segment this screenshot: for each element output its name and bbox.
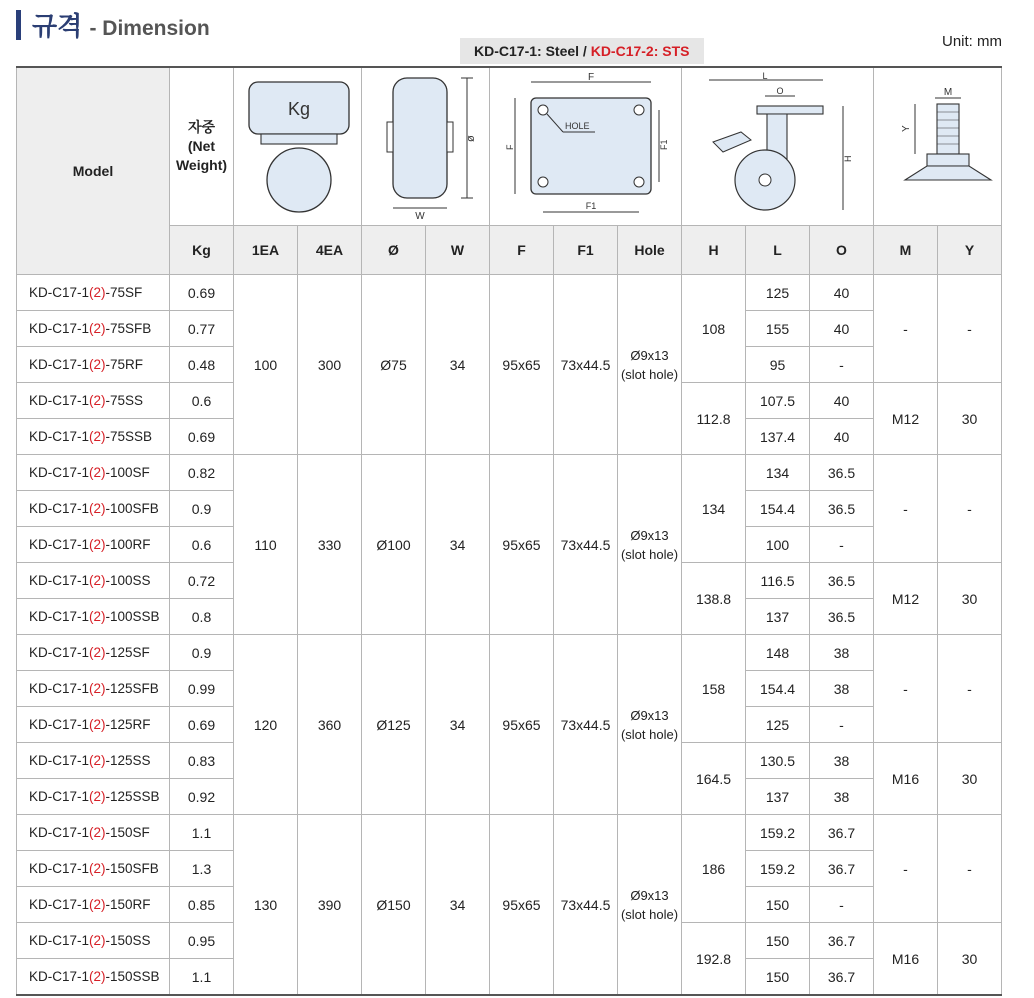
width-cell: 34 bbox=[426, 635, 490, 815]
offset-cell: - bbox=[810, 527, 874, 563]
table-row bbox=[17, 815, 1002, 851]
model-variant-mark: (2) bbox=[89, 645, 106, 660]
caster-side-icon bbox=[683, 70, 873, 220]
offset-cell: 36.7 bbox=[810, 923, 874, 959]
offset-cell: 38 bbox=[810, 779, 874, 815]
model-variant-mark: (2) bbox=[89, 357, 106, 372]
col-hole: Hole bbox=[618, 226, 682, 275]
load-caster-icon bbox=[235, 70, 361, 220]
table-row bbox=[17, 455, 1002, 491]
plate-diagram bbox=[490, 67, 682, 226]
length-cell: 107.5 bbox=[746, 383, 810, 419]
model-variant-mark: (2) bbox=[89, 501, 106, 516]
diameter-cell: Ø125 bbox=[362, 635, 426, 815]
diameter-cell: Ø75 bbox=[362, 275, 426, 455]
model-suffix: -100SS bbox=[105, 573, 151, 588]
model-suffix: -125SSB bbox=[105, 789, 160, 804]
stem-y-cell: 30 bbox=[938, 743, 1002, 815]
model-variant-mark: (2) bbox=[89, 933, 106, 948]
model-prefix: KD-C17-1 bbox=[29, 393, 90, 408]
plate-f-cell: 95x65 bbox=[490, 455, 554, 635]
material-sts: KD-C17-2: STS bbox=[590, 43, 690, 59]
model-suffix: -150SF bbox=[105, 825, 150, 840]
height-cell: 164.5 bbox=[682, 743, 746, 815]
col-1ea: 1EA bbox=[234, 226, 298, 275]
hole-size: Ø9x13 bbox=[630, 347, 669, 363]
model-prefix: KD-C17-1 bbox=[29, 573, 90, 588]
col-w: W bbox=[426, 226, 490, 275]
model-variant-mark: (2) bbox=[89, 861, 106, 876]
model-prefix: KD-C17-1 bbox=[29, 861, 90, 876]
caster-side-diagram bbox=[682, 67, 874, 226]
offset-cell: 36.7 bbox=[810, 959, 874, 996]
width-cell: 34 bbox=[426, 815, 490, 996]
col-kg: Kg bbox=[170, 226, 234, 275]
height-cell: 158 bbox=[682, 635, 746, 743]
capacity-4ea-cell: 300 bbox=[298, 275, 362, 455]
model-suffix: -150SS bbox=[105, 933, 151, 948]
model-suffix: -150RF bbox=[105, 897, 151, 912]
offset-cell: 40 bbox=[810, 419, 874, 455]
offset-cell: 38 bbox=[810, 743, 874, 779]
length-cell: 134 bbox=[746, 455, 810, 491]
title-subtitle: - Dimension bbox=[89, 17, 210, 40]
thread-m-cell: - bbox=[874, 815, 938, 923]
material-note bbox=[460, 38, 704, 64]
offset-cell: 38 bbox=[810, 671, 874, 707]
model-cell bbox=[17, 671, 170, 707]
weight-cell: 0.77 bbox=[170, 311, 234, 347]
height-cell: 186 bbox=[682, 815, 746, 923]
wheel-diagram bbox=[362, 67, 490, 226]
dimension-table bbox=[16, 66, 1002, 996]
weight-cell: 0.9 bbox=[170, 491, 234, 527]
model-cell bbox=[17, 527, 170, 563]
weight-cell: 0.69 bbox=[170, 275, 234, 311]
weight-cell: 0.83 bbox=[170, 743, 234, 779]
offset-cell: 40 bbox=[810, 311, 874, 347]
diagram-f1-side-label: F1 bbox=[658, 139, 669, 150]
model-variant-mark: (2) bbox=[89, 789, 106, 804]
offset-cell: 36.5 bbox=[810, 563, 874, 599]
model-variant-mark: (2) bbox=[89, 465, 106, 480]
model-suffix: -75SS bbox=[105, 393, 144, 408]
model-prefix: KD-C17-1 bbox=[29, 681, 90, 696]
model-variant-mark: (2) bbox=[89, 681, 106, 696]
plate-f-cell: 95x65 bbox=[490, 275, 554, 455]
length-cell: 150 bbox=[746, 887, 810, 923]
capacity-1ea-cell: 110 bbox=[234, 455, 298, 635]
length-cell: 116.5 bbox=[746, 563, 810, 599]
weight-header-line1: 자중 bbox=[187, 119, 216, 135]
model-cell bbox=[17, 383, 170, 419]
stem-y-cell: - bbox=[938, 275, 1002, 383]
model-prefix: KD-C17-1 bbox=[29, 609, 90, 624]
model-prefix: KD-C17-1 bbox=[29, 933, 90, 948]
model-suffix: -125SF bbox=[105, 645, 150, 660]
model-prefix: KD-C17-1 bbox=[29, 825, 90, 840]
model-suffix: -100RF bbox=[105, 537, 151, 552]
stem-y-cell: - bbox=[938, 635, 1002, 743]
thread-m-cell: M16 bbox=[874, 923, 938, 996]
weight-cell: 0.6 bbox=[170, 527, 234, 563]
capacity-1ea-cell: 100 bbox=[234, 275, 298, 455]
hole-cell bbox=[618, 815, 682, 996]
model-variant-mark: (2) bbox=[89, 897, 106, 912]
weight-cell: 0.69 bbox=[170, 707, 234, 743]
model-prefix: KD-C17-1 bbox=[29, 897, 90, 912]
plate-f-cell: 95x65 bbox=[490, 815, 554, 996]
model-cell bbox=[17, 707, 170, 743]
model-variant-mark: (2) bbox=[89, 969, 106, 984]
capacity-4ea-cell: 390 bbox=[298, 815, 362, 996]
model-prefix: KD-C17-1 bbox=[29, 537, 90, 552]
diagram-l-label: L bbox=[761, 71, 768, 81]
weight-cell: 0.95 bbox=[170, 923, 234, 959]
hole-type: (slot hole) bbox=[620, 726, 679, 742]
weight-cell: 0.48 bbox=[170, 347, 234, 383]
model-prefix: KD-C17-1 bbox=[29, 717, 90, 732]
col-diameter: Ø bbox=[362, 226, 426, 275]
thread-m-cell: M16 bbox=[874, 743, 938, 815]
material-steel: KD-C17-1: Steel / bbox=[474, 43, 591, 59]
model-variant-mark: (2) bbox=[89, 753, 106, 768]
offset-cell: 36.7 bbox=[810, 851, 874, 887]
diagram-f-side-label: F bbox=[504, 144, 515, 150]
threaded-stem-icon bbox=[875, 70, 1001, 220]
weight-header-line2: (Net bbox=[187, 138, 216, 154]
model-cell bbox=[17, 347, 170, 383]
model-suffix: -150SFB bbox=[105, 861, 159, 876]
table-row bbox=[17, 275, 1002, 311]
model-suffix: -75SF bbox=[105, 285, 143, 300]
hole-size: Ø9x13 bbox=[630, 707, 669, 723]
model-suffix: -100SFB bbox=[105, 501, 159, 516]
weight-cell: 0.69 bbox=[170, 419, 234, 455]
length-cell: 137 bbox=[746, 779, 810, 815]
model-cell bbox=[17, 491, 170, 527]
weight-cell: 1.1 bbox=[170, 815, 234, 851]
length-cell: 155 bbox=[746, 311, 810, 347]
model-cell bbox=[17, 959, 170, 996]
wheel-side-icon bbox=[363, 70, 489, 220]
plate-f1-cell: 73x44.5 bbox=[554, 275, 618, 455]
width-cell: 34 bbox=[426, 455, 490, 635]
model-variant-mark: (2) bbox=[89, 285, 106, 300]
model-suffix: -125SFB bbox=[105, 681, 159, 696]
model-header: Model bbox=[17, 67, 170, 275]
length-cell: 137.4 bbox=[746, 419, 810, 455]
col-m: M bbox=[874, 226, 938, 275]
title-korean: 규격 bbox=[32, 11, 83, 41]
model-cell bbox=[17, 275, 170, 311]
model-cell bbox=[17, 887, 170, 923]
diameter-cell: Ø150 bbox=[362, 815, 426, 996]
hole-type: (slot hole) bbox=[620, 546, 679, 562]
hole-type: (slot hole) bbox=[620, 366, 679, 382]
model-prefix: KD-C17-1 bbox=[29, 645, 90, 660]
table-row bbox=[17, 635, 1002, 671]
length-cell: 95 bbox=[746, 347, 810, 383]
thread-m-cell: - bbox=[874, 275, 938, 383]
model-prefix: KD-C17-1 bbox=[29, 429, 90, 444]
model-suffix: -150SSB bbox=[105, 969, 160, 984]
hole-type: (slot hole) bbox=[620, 906, 679, 922]
model-suffix: -125SS bbox=[105, 753, 151, 768]
length-cell: 125 bbox=[746, 707, 810, 743]
model-suffix: -75SFB bbox=[105, 321, 152, 336]
model-cell bbox=[17, 635, 170, 671]
length-cell: 154.4 bbox=[746, 491, 810, 527]
title-accent-bar bbox=[16, 10, 21, 40]
plate-top-icon bbox=[491, 70, 681, 220]
plate-f1-cell: 73x44.5 bbox=[554, 815, 618, 996]
model-prefix: KD-C17-1 bbox=[29, 501, 90, 516]
page-title bbox=[32, 6, 210, 43]
model-prefix: KD-C17-1 bbox=[29, 789, 90, 804]
offset-cell: 36.5 bbox=[810, 599, 874, 635]
thread-m-cell: - bbox=[874, 455, 938, 563]
offset-cell: 38 bbox=[810, 635, 874, 671]
model-suffix: -75RF bbox=[105, 357, 144, 372]
hole-cell bbox=[618, 275, 682, 455]
capacity-1ea-cell: 120 bbox=[234, 635, 298, 815]
diagram-header-row bbox=[17, 67, 1002, 226]
unit-label: Unit: mm bbox=[942, 33, 1002, 50]
offset-cell: - bbox=[810, 887, 874, 923]
model-cell bbox=[17, 563, 170, 599]
weight-cell: 0.6 bbox=[170, 383, 234, 419]
length-cell: 159.2 bbox=[746, 815, 810, 851]
model-suffix: -100SF bbox=[105, 465, 150, 480]
offset-cell: 36.5 bbox=[810, 455, 874, 491]
length-cell: 154.4 bbox=[746, 671, 810, 707]
plate-f1-cell: 73x44.5 bbox=[554, 455, 618, 635]
weight-cell: 0.85 bbox=[170, 887, 234, 923]
diameter-cell: Ø100 bbox=[362, 455, 426, 635]
diagram-dia-label: ø bbox=[464, 135, 477, 142]
col-o: O bbox=[810, 226, 874, 275]
length-cell: 159.2 bbox=[746, 851, 810, 887]
weight-header bbox=[170, 67, 234, 226]
model-variant-mark: (2) bbox=[89, 825, 106, 840]
model-variant-mark: (2) bbox=[89, 717, 106, 732]
weight-cell: 0.92 bbox=[170, 779, 234, 815]
plate-f-cell: 95x65 bbox=[490, 635, 554, 815]
diagram-hole-label: HOLE bbox=[564, 121, 590, 131]
hole-cell bbox=[618, 635, 682, 815]
weight-cell: 0.9 bbox=[170, 635, 234, 671]
model-suffix: -75SSB bbox=[105, 429, 153, 444]
capacity-1ea-cell: 130 bbox=[234, 815, 298, 996]
offset-cell: 36.7 bbox=[810, 815, 874, 851]
capacity-4ea-cell: 360 bbox=[298, 635, 362, 815]
col-f1: F1 bbox=[554, 226, 618, 275]
model-variant-mark: (2) bbox=[89, 537, 106, 552]
thread-m-cell: M12 bbox=[874, 383, 938, 455]
model-prefix: KD-C17-1 bbox=[29, 285, 90, 300]
col-h: H bbox=[682, 226, 746, 275]
height-cell: 138.8 bbox=[682, 563, 746, 635]
model-suffix: -100SSB bbox=[105, 609, 160, 624]
model-cell bbox=[17, 419, 170, 455]
hole-cell bbox=[618, 455, 682, 635]
model-prefix: KD-C17-1 bbox=[29, 969, 90, 984]
length-cell: 148 bbox=[746, 635, 810, 671]
height-cell: 192.8 bbox=[682, 923, 746, 996]
diagram-f1-bottom-label: F1 bbox=[585, 201, 596, 211]
offset-cell: 40 bbox=[810, 383, 874, 419]
model-prefix: KD-C17-1 bbox=[29, 357, 90, 372]
diagram-m-label: M bbox=[943, 87, 952, 98]
length-cell: 137 bbox=[746, 599, 810, 635]
model-variant-mark: (2) bbox=[89, 321, 106, 336]
diagram-o-label: O bbox=[775, 86, 784, 96]
length-cell: 150 bbox=[746, 959, 810, 996]
model-prefix: KD-C17-1 bbox=[29, 465, 90, 480]
model-cell bbox=[17, 815, 170, 851]
offset-cell: 36.5 bbox=[810, 491, 874, 527]
col-4ea: 4EA bbox=[298, 226, 362, 275]
weight-cell: 1.3 bbox=[170, 851, 234, 887]
stem-y-cell: - bbox=[938, 815, 1002, 923]
weight-cell: 0.8 bbox=[170, 599, 234, 635]
width-cell: 34 bbox=[426, 275, 490, 455]
stem-y-cell: 30 bbox=[938, 923, 1002, 996]
model-cell bbox=[17, 311, 170, 347]
model-cell bbox=[17, 455, 170, 491]
weight-cell: 0.72 bbox=[170, 563, 234, 599]
model-prefix: KD-C17-1 bbox=[29, 753, 90, 768]
diagram-f-top-label: F bbox=[587, 72, 594, 83]
hole-size: Ø9x13 bbox=[630, 527, 669, 543]
model-cell bbox=[17, 851, 170, 887]
load-capacity-diagram bbox=[234, 67, 362, 226]
model-variant-mark: (2) bbox=[89, 393, 106, 408]
thread-m-cell: - bbox=[874, 635, 938, 743]
plate-f1-cell: 73x44.5 bbox=[554, 635, 618, 815]
col-l: L bbox=[746, 226, 810, 275]
height-cell: 134 bbox=[682, 455, 746, 563]
stem-diagram bbox=[874, 67, 1002, 226]
diagram-w-label: W bbox=[414, 211, 425, 220]
length-cell: 130.5 bbox=[746, 743, 810, 779]
weight-cell: 0.99 bbox=[170, 671, 234, 707]
offset-cell: - bbox=[810, 707, 874, 743]
diagram-y-label: Y bbox=[900, 125, 912, 132]
stem-y-cell: 30 bbox=[938, 383, 1002, 455]
length-cell: 150 bbox=[746, 923, 810, 959]
offset-cell: - bbox=[810, 347, 874, 383]
thread-m-cell: M12 bbox=[874, 563, 938, 635]
length-cell: 125 bbox=[746, 275, 810, 311]
col-y: Y bbox=[938, 226, 1002, 275]
model-variant-mark: (2) bbox=[89, 609, 106, 624]
model-suffix: -125RF bbox=[105, 717, 151, 732]
col-f: F bbox=[490, 226, 554, 275]
diagram-kg-label: Kg bbox=[287, 99, 310, 119]
weight-header-line3: Weight) bbox=[175, 157, 228, 173]
model-cell bbox=[17, 743, 170, 779]
weight-cell: 0.82 bbox=[170, 455, 234, 491]
model-prefix: KD-C17-1 bbox=[29, 321, 90, 336]
hole-size: Ø9x13 bbox=[630, 887, 669, 903]
diagram-h-label: H bbox=[842, 155, 853, 162]
height-cell: 108 bbox=[682, 275, 746, 383]
length-cell: 100 bbox=[746, 527, 810, 563]
offset-cell: 40 bbox=[810, 275, 874, 311]
weight-cell: 1.1 bbox=[170, 959, 234, 996]
model-variant-mark: (2) bbox=[89, 573, 106, 588]
model-cell bbox=[17, 779, 170, 815]
model-cell bbox=[17, 599, 170, 635]
stem-y-cell: 30 bbox=[938, 563, 1002, 635]
capacity-4ea-cell: 330 bbox=[298, 455, 362, 635]
stem-y-cell: - bbox=[938, 455, 1002, 563]
model-variant-mark: (2) bbox=[89, 429, 106, 444]
model-cell bbox=[17, 923, 170, 959]
height-cell: 112.8 bbox=[682, 383, 746, 455]
